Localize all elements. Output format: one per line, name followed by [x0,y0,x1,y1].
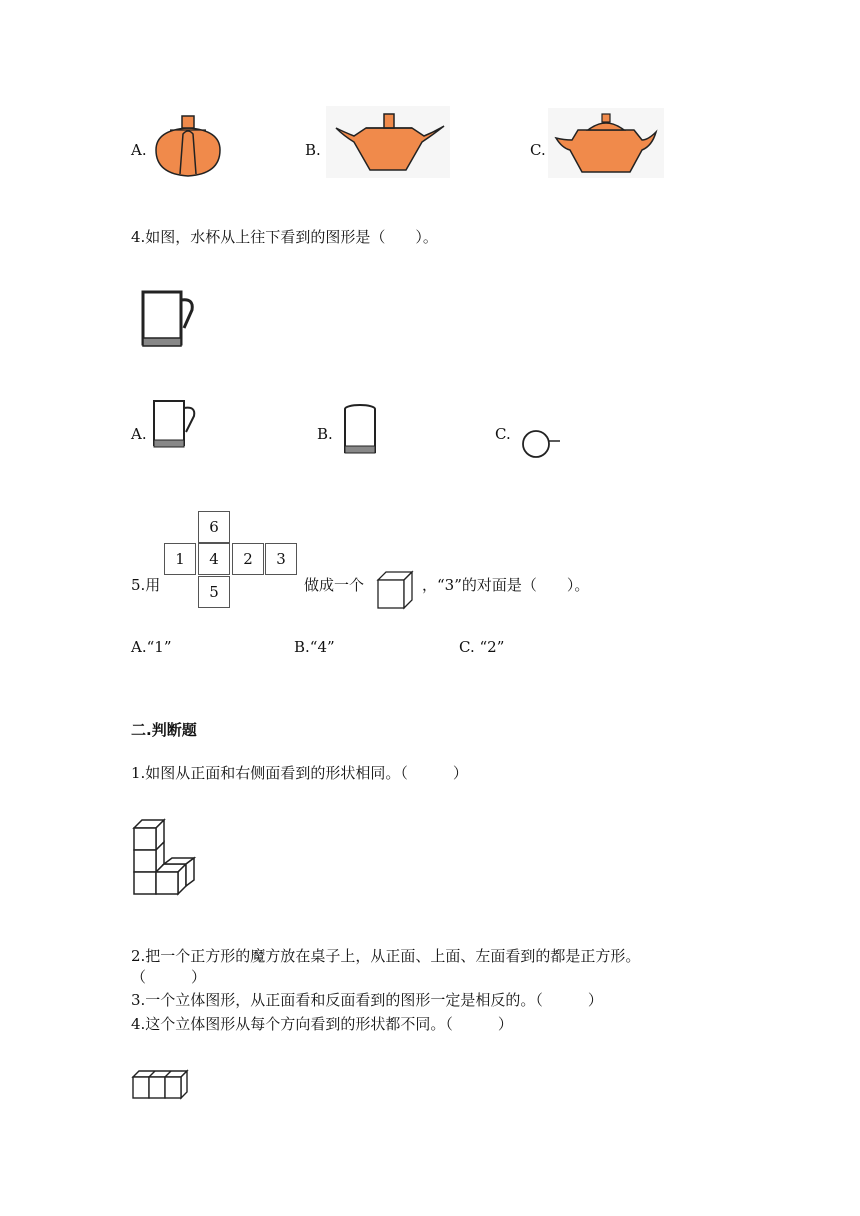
q4-question-text: 4.如图，水杯从上往下看到的图形是（ ）。 [131,228,438,246]
l-shape-cubes-image [132,818,200,900]
q5-option-b: B.“4” [294,638,335,656]
section-title: 二.判断题 [131,721,197,739]
row-of-three-cubes-image [132,1070,190,1100]
judge-q1-text: 1.如图从正面和右侧面看到的形状相同。（ ） [131,764,468,782]
q3-option-b-label: B. [305,141,321,159]
cube-image [376,570,414,610]
cup-with-handle-image [152,398,198,454]
judge-q2-bracket: （ ） [131,968,207,986]
q5-suffix-text: ，“3”的对面是（ ）。 [422,576,590,594]
judge-q4-text: 4.这个立体图形从每个方向看到的形状都不同。（ ） [131,1015,513,1033]
q5-middle-text: 做成一个 [304,576,365,594]
q4-option-b-label: B. [317,425,333,443]
judge-q2-text: 2.把一个正方形的魔方放在桌子上，从正面、上面、左面看到的都是正方形。 [131,947,641,965]
net-cell: 1 [164,543,196,575]
judge-q3-text: 3.一个立体图形，从正面看和反面看到的图形一定是相反的。（ ） [131,991,603,1009]
teapot-front-view-image [548,108,664,178]
net-cell: 6 [198,511,230,543]
cup-image [140,288,196,350]
net-cell: 5 [198,576,230,608]
cup-without-handle-image [341,402,379,458]
q4-option-c-label: C. [495,425,511,443]
q5-option-c: C. “2” [459,638,505,656]
circle-with-handle-image [520,428,562,460]
q4-option-a-label: A. [131,425,147,443]
net-cell: 3 [265,543,297,575]
net-cell: 2 [232,543,264,575]
q3-option-a-label: A. [131,141,147,159]
teapot-top-view-image [148,112,228,180]
q5-prefix-text: 5.用 [131,576,161,594]
net-cell: 4 [198,543,230,575]
q3-option-c-label: C. [530,141,546,159]
teapot-side-view-image [326,106,450,178]
q5-option-a: A.“1” [131,638,172,656]
